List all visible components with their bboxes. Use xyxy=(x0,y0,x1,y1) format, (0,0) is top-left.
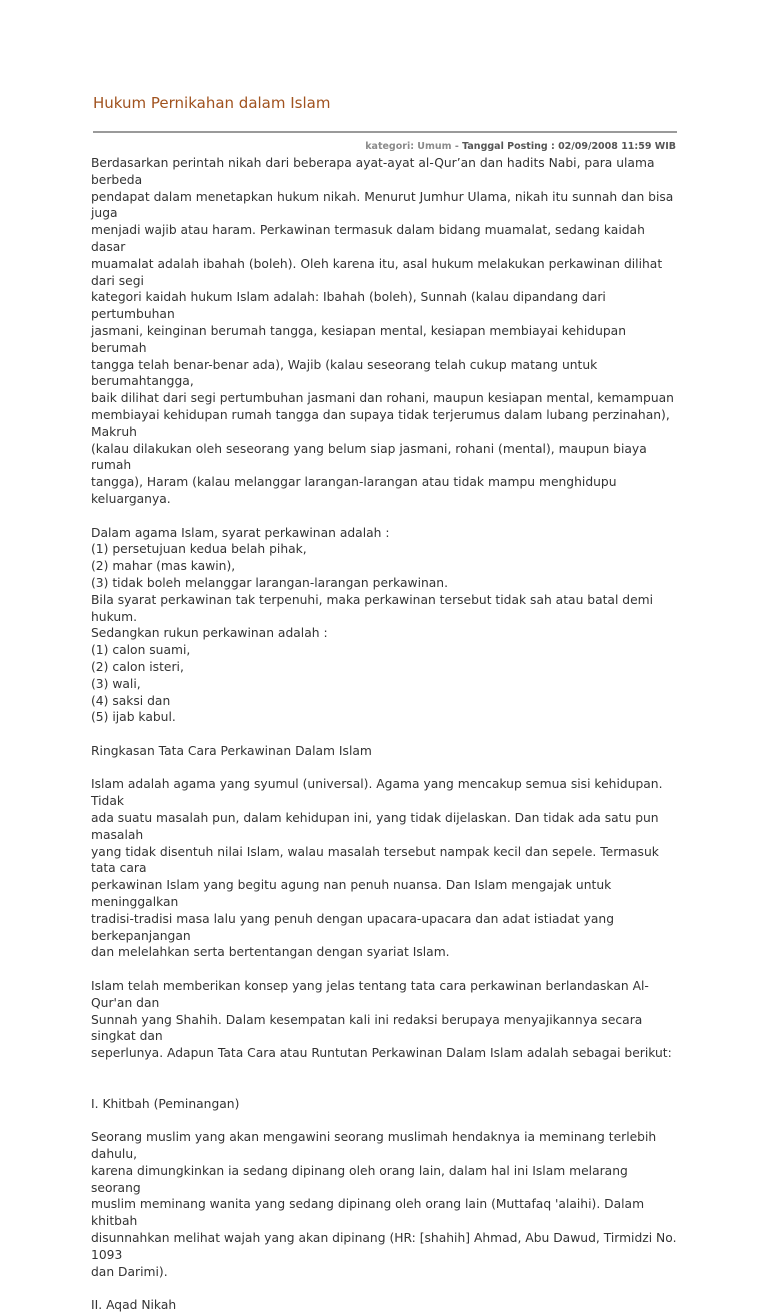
body-line: muamalat adalah ibahah (boleh). Oleh karena itu, asal hukum melakukan perkawinan dilihat dari segi xyxy=(91,256,663,288)
body-line: jasmani, keinginan berumah tangga, kesiapan mental, kesiapan membiayai kehidupan berumah xyxy=(91,323,627,355)
blank-line xyxy=(91,760,681,777)
body-line: disunnahkan melihat wajah yang akan dipinang (HR: [shahih] Ahmad, Abu Dawud, Tirmidzi No. 1093 xyxy=(91,1231,677,1262)
body-line: (2) mahar (mas kawin), xyxy=(91,559,236,574)
body-line: muslim meminang wanita yang sedang dipinang oleh orang lain (Muttafaq 'alaihi). Dalam khitbah xyxy=(91,1197,645,1229)
posting-date: Tanggal Posting : 02/09/2008 11:59 WIB xyxy=(462,141,676,152)
body-line: II. Aqad Nikah xyxy=(91,1298,177,1313)
body-line: tradisi-tradisi masa lalu yang penuh dengan upacara-upacara dan adat istiadat yang berkepanjangan xyxy=(91,911,615,943)
blank-line xyxy=(91,961,681,978)
body-line: Dalam agama Islam, syarat perkawinan adalah : xyxy=(91,525,390,540)
article-body xyxy=(91,155,681,1314)
body-line: baik dilihat dari segi pertumbuhan jasmani dan rohani, maupun kesiapan mental, kemampuan xyxy=(91,391,674,406)
blank-line xyxy=(91,1112,681,1129)
body-line: (kalau dilakukan oleh seseorang yang belum siap jasmani, rohani (mental), maupun biaya rumah xyxy=(91,441,647,473)
body-line: Seorang muslim yang akan mengawini seorang muslimah hendaknya ia meminang terlebih dahulu, xyxy=(91,1130,657,1162)
body-line: tangga telah benar-benar ada), Wajib (kalau seseorang telah cukup matang untuk berumahtangga, xyxy=(91,357,598,389)
body-line: Ringkasan Tata Cara Perkawinan Dalam Islam xyxy=(91,743,372,758)
body-line: tangga), Haram (kalau melanggar larangan-larangan atau tidak mampu menghidupu keluarganya. xyxy=(91,475,617,506)
body-line: yang tidak disentuh nilai Islam, walau masalah tersebut nampak kecil dan sepele. Termasuk tata cara xyxy=(91,844,659,876)
body-line: (3) tidak boleh melanggar larangan-larangan perkawinan. xyxy=(91,575,449,590)
body-line: menjadi wajib atau haram. Perkawinan termasuk dalam bidang muamalat, sedang kaidah dasar xyxy=(91,223,645,254)
article-title: Hukum Pernikahan dalam Islam xyxy=(93,94,331,112)
body-line: Berdasarkan perintah nikah dari beberapa ayat-ayat al-Qur’an dan hadits Nabi, para ulama berbeda xyxy=(91,156,655,187)
title-divider xyxy=(93,131,677,133)
body-line: Islam telah memberikan konsep yang jelas tentang tata cara perkawinan berlandaskan Al-Qur'an dan xyxy=(91,979,649,1010)
body-line: dan melelahkan serta bertentangan dengan syariat Islam. xyxy=(91,945,450,960)
body-line: pendapat dalam menetapkan hukum nikah. Menurut Jumhur Ulama, nikah itu sunnah dan bisa juga xyxy=(91,189,674,221)
body-line: (1) persetujuan kedua belah pihak, xyxy=(91,542,307,557)
body-line: Sedangkan rukun perkawinan adalah : xyxy=(91,626,328,641)
article-meta xyxy=(365,141,676,152)
body-line: perkawinan Islam yang begitu agung nan penuh nuansa. Dan Islam mengajak untuk meninggalkan xyxy=(91,878,612,910)
body-line: Sunnah yang Shahih. Dalam kesempatan kali ini redaksi berupaya menyajikannya secara singkat dan xyxy=(91,1012,643,1044)
blank-line xyxy=(91,1062,681,1079)
body-line: (5) ijab kabul. xyxy=(91,710,176,725)
body-line: Bila syarat perkawinan tak terpenuhi, maka perkawinan tersebut tidak sah atau batal demi hukum. xyxy=(91,592,654,624)
body-line: membiayai kehidupan rumah tangga dan supaya tidak terjerumus dalam lubang perzinahan), Makruh xyxy=(91,407,670,439)
blank-line xyxy=(91,726,681,743)
blank-line xyxy=(91,508,681,525)
body-line: (2) calon isteri, xyxy=(91,659,184,674)
body-line: karena dimungkinkan ia sedang dipinang oleh orang lain, dalam hal ini Islam melarang seorang xyxy=(91,1163,628,1195)
body-line: I. Khitbah (Peminangan) xyxy=(91,1096,240,1111)
body-line: (1) calon suami, xyxy=(91,643,191,658)
blank-line xyxy=(91,1280,681,1297)
blank-line xyxy=(91,1079,681,1096)
category-label: kategori: Umum - xyxy=(365,141,463,152)
body-line: dan Darimi). xyxy=(91,1264,168,1279)
body-line: (3) wali, xyxy=(91,676,141,691)
body-line: kategori kaidah hukum Islam adalah: Ibahah (boleh), Sunnah (kalau dipandang dari pertumbuhan xyxy=(91,290,606,322)
body-line: seperlunya. Adapun Tata Cara atau Runtutan Perkawinan Dalam Islam adalah sebagai berikut: xyxy=(91,1046,672,1061)
body-line: Islam adalah agama yang syumul (universal). Agama yang mencakup semua sisi kehidupan. Tidak xyxy=(91,777,663,809)
body-line: (4) saksi dan xyxy=(91,693,171,708)
body-line: ada suatu masalah pun, dalam kehidupan ini, yang tidak dijelaskan. Dan tidak ada satu pun masalah xyxy=(91,811,659,842)
